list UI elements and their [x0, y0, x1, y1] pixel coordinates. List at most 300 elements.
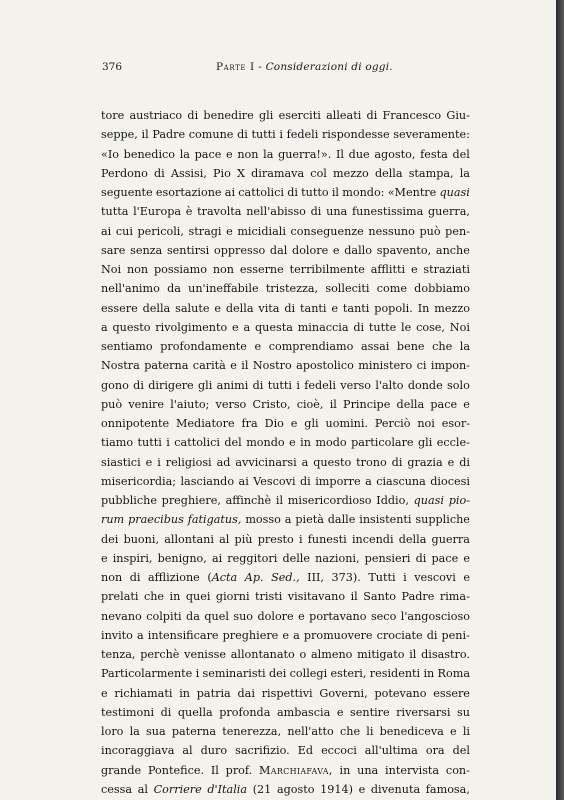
text-line: [101, 202, 470, 221]
word: di: [310, 205, 322, 219]
word: esor-: [441, 417, 470, 430]
word: col: [310, 166, 327, 180]
word: profonda: [219, 705, 271, 719]
text-line: [101, 145, 470, 164]
word: tenerezza,: [222, 725, 282, 738]
word: dirigere: [148, 378, 194, 392]
word: nessuno: [368, 224, 415, 238]
word: popoli.: [374, 301, 413, 315]
word: Principe: [343, 397, 391, 411]
text-line: [101, 222, 470, 241]
word: dalle: [327, 513, 356, 527]
word: Dio: [264, 417, 284, 430]
word: nazioni,: [315, 551, 360, 565]
word: trono: [356, 455, 387, 469]
word: sua: [146, 725, 166, 738]
word: di: [129, 571, 141, 584]
body-text: [101, 106, 470, 799]
text-line: [101, 337, 470, 356]
word: travolta: [197, 205, 242, 219]
text-line: [101, 453, 470, 472]
text-line: [101, 241, 470, 260]
word: animi: [216, 378, 249, 392]
word: di: [415, 551, 427, 565]
word: l'Europa: [133, 205, 182, 219]
word: severamente:: [393, 128, 470, 142]
word: Santo: [363, 590, 397, 604]
word: di: [426, 628, 438, 642]
word: un'ineffabile: [188, 282, 259, 296]
word: di: [459, 455, 470, 469]
word: senza: [130, 243, 163, 257]
word: visitavano: [287, 590, 346, 604]
word: o: [299, 648, 307, 661]
word: e: [463, 571, 470, 584]
word: rispettivi: [261, 686, 313, 700]
word: Particolarmente: [101, 667, 193, 681]
word: della: [396, 397, 425, 411]
word: non: [237, 147, 259, 161]
word: disastro.: [421, 648, 470, 661]
word: esortazione: [155, 186, 222, 199]
word: e: [447, 455, 455, 469]
word: ministero: [358, 359, 413, 373]
word: di: [133, 378, 144, 392]
word: i: [403, 571, 407, 584]
word: apostolico: [296, 359, 354, 373]
word: paterna: [144, 359, 189, 373]
page-number: 376: [102, 61, 123, 73]
word: solo: [447, 378, 470, 392]
word: «Mentre: [387, 186, 437, 199]
text-line: [101, 164, 470, 183]
word: di: [300, 474, 311, 488]
word: rispondesse: [321, 128, 390, 142]
word: Mediatore: [175, 417, 235, 430]
word: pace: [431, 551, 459, 565]
word: come: [376, 282, 407, 296]
text-line: [101, 433, 470, 452]
word: al: [137, 782, 148, 796]
word: quella: [177, 705, 213, 719]
word: riversarsi: [396, 705, 451, 719]
word: d'Italia: [207, 782, 248, 796]
word: funestissima: [351, 205, 424, 219]
word: suo: [233, 609, 254, 623]
word: e: [289, 436, 296, 450]
word: ai: [238, 474, 249, 488]
word: mezzo: [434, 301, 470, 315]
word: loro: [101, 725, 124, 738]
word: rivolgimento: [155, 320, 228, 334]
word: peni-: [441, 628, 470, 642]
word: 1914): [320, 782, 353, 796]
text-line: [101, 703, 470, 722]
word: agosto: [276, 782, 315, 796]
word: delle: [282, 551, 310, 565]
word: Giu-: [446, 109, 470, 122]
word: anche: [435, 243, 470, 257]
word: portavano: [309, 609, 367, 623]
word: carità: [192, 359, 226, 373]
word: pericoli,: [137, 224, 184, 238]
word: tristi: [255, 590, 283, 604]
word: che: [143, 590, 165, 604]
word: funesti: [307, 532, 347, 546]
word: ai: [224, 186, 236, 199]
word: Pio: [213, 166, 231, 180]
page-edge-shadow: [556, 0, 564, 800]
word: straziati: [423, 263, 470, 276]
word: affinchè: [225, 494, 272, 507]
word: più: [234, 532, 253, 546]
word: questa: [254, 320, 293, 334]
text-line: [101, 279, 470, 298]
word: Assisi,: [170, 166, 207, 180]
word: religiosi: [165, 455, 212, 469]
word: mondo:: [342, 186, 385, 199]
word: (21: [252, 782, 272, 796]
word: uomini.: [325, 417, 368, 430]
word: la: [179, 147, 190, 161]
word: il: [350, 590, 358, 604]
word: Pontefice.: [147, 763, 205, 777]
word: tanti: [342, 301, 370, 315]
word: spavento,: [376, 243, 432, 257]
word: ambascia: [276, 705, 331, 719]
word: tutti: [267, 378, 292, 392]
word: li: [462, 725, 470, 738]
chapter-subtitle: Considerazioni di oggi.: [265, 61, 393, 73]
word: eccoci: [321, 744, 357, 758]
word: guerra,: [428, 205, 470, 219]
word: in: [423, 667, 435, 681]
word: almeno: [310, 648, 353, 661]
word: patria: [196, 686, 231, 700]
word: stragi: [188, 224, 222, 238]
word: del: [224, 436, 242, 450]
word: di: [284, 301, 296, 315]
word: e: [450, 725, 457, 738]
word: pen-: [445, 224, 470, 238]
word: noi: [417, 417, 435, 430]
word: Noi: [101, 263, 122, 276]
word: una: [357, 763, 379, 777]
word: Governi,: [319, 686, 368, 700]
text-line: [101, 376, 470, 395]
text-line: [101, 183, 470, 202]
word: esserne: [239, 263, 284, 276]
word: la: [129, 725, 140, 738]
word: di: [160, 705, 172, 719]
word: benedico: [123, 147, 176, 161]
word: ora: [425, 744, 445, 758]
word: e: [336, 705, 344, 719]
word: e: [254, 340, 262, 353]
word: onnipotente: [101, 417, 170, 430]
word: «Io: [101, 147, 119, 161]
word: sentire: [350, 705, 390, 719]
word: assai: [360, 340, 390, 353]
text-line: [101, 587, 470, 606]
word: Corriere: [153, 782, 202, 796]
word: gli: [198, 378, 213, 392]
word: conseguenze: [290, 224, 364, 238]
word: solleciti: [325, 282, 370, 296]
word: essere: [433, 686, 470, 700]
word: rima-: [439, 590, 470, 604]
word: Perciò: [374, 417, 411, 430]
running-head-title: [216, 61, 393, 73]
word: della: [225, 301, 254, 315]
word: è: [185, 205, 193, 219]
word: da: [186, 609, 200, 623]
text-line: [101, 106, 470, 125]
word: gli: [259, 109, 274, 122]
head-separator: -: [254, 61, 266, 73]
word: dei: [101, 532, 119, 546]
word: mondo: [246, 436, 285, 450]
word: buoni,: [123, 532, 160, 546]
word: benediceva: [379, 725, 444, 738]
word: particolare: [351, 436, 414, 450]
word: pietà: [295, 513, 324, 527]
word: tutti: [137, 436, 162, 450]
text-line: [101, 607, 470, 626]
word: da: [167, 282, 181, 296]
word: praecibus: [128, 513, 184, 527]
word: ci: [416, 359, 427, 373]
word: intensificare: [147, 628, 219, 642]
word: sare: [101, 243, 126, 257]
word: questo: [112, 320, 151, 334]
word: modo: [315, 436, 347, 450]
word: e: [358, 782, 366, 796]
word: la: [263, 147, 274, 161]
word: diramava: [251, 166, 305, 180]
word: una: [326, 205, 348, 219]
word: sentiamo: [101, 340, 153, 353]
word: a: [243, 320, 251, 334]
word: III,: [307, 571, 324, 584]
word: collegi: [289, 667, 328, 681]
word: diocesi: [430, 474, 470, 488]
word: tiamo: [101, 436, 134, 450]
text-line: [101, 530, 470, 549]
text-line: [101, 260, 470, 279]
word: l'aiuto;: [170, 397, 210, 411]
text-line: [101, 318, 470, 337]
word: Sed.,: [271, 571, 300, 584]
word: venire: [128, 397, 165, 411]
word: potevano: [374, 686, 427, 700]
word: Nostro: [252, 359, 292, 373]
word: Tutti: [368, 571, 396, 584]
word: il: [275, 494, 284, 507]
word: comune: [188, 128, 234, 142]
word: pubbliche: [101, 494, 157, 507]
word: guerra!».: [278, 147, 332, 161]
word: micidiali: [237, 224, 286, 238]
word: cattolici: [174, 436, 220, 450]
word: imporre: [315, 474, 361, 488]
word: l'angoscioso: [400, 609, 470, 623]
word: a: [301, 455, 309, 469]
word: verso: [340, 378, 372, 392]
word: di: [252, 378, 264, 392]
word: venisse: [184, 648, 226, 661]
word: Ed: [297, 744, 314, 758]
word: fra: [241, 417, 258, 430]
word: di: [237, 128, 248, 142]
word: vescovi: [414, 571, 456, 584]
word: di: [187, 109, 199, 122]
word: i: [298, 532, 303, 546]
word: e: [214, 301, 221, 315]
text-line: [101, 510, 470, 529]
text-line: [101, 780, 470, 799]
word: seguente: [101, 186, 153, 199]
word: a: [137, 628, 144, 642]
word: guerra: [431, 532, 470, 546]
word: Noi: [449, 320, 470, 334]
word: eserciti: [278, 109, 321, 122]
word: benigno,: [157, 551, 207, 565]
word: quel: [204, 609, 229, 623]
word: al: [182, 744, 193, 758]
word: non: [126, 263, 149, 276]
word: pace: [430, 397, 458, 411]
word: Cristo,: [252, 397, 291, 411]
word: i: [296, 378, 300, 392]
word: Nostra: [101, 359, 140, 373]
word: seminaristi: [202, 667, 266, 681]
text-line: [101, 741, 470, 760]
word: la: [459, 166, 470, 180]
word: di: [353, 320, 365, 334]
word: ad: [216, 455, 231, 469]
word: due: [348, 147, 370, 161]
word: il: [241, 359, 249, 373]
word: e: [410, 263, 418, 276]
word: questo: [313, 455, 352, 469]
word: e: [463, 551, 470, 565]
word: che: [339, 725, 361, 738]
word: colpiti: [146, 609, 182, 623]
text-line: [101, 626, 470, 645]
word: allontani: [164, 532, 214, 546]
word: misericordioso: [287, 494, 372, 507]
word: i: [195, 667, 200, 681]
word: e: [463, 397, 470, 411]
word: può: [101, 397, 123, 411]
word: e: [298, 609, 305, 623]
word: sacrifizio.: [235, 744, 290, 758]
word: verso: [215, 397, 247, 411]
word: cioè,: [296, 397, 324, 411]
word: perchè: [140, 648, 180, 661]
text-line: [101, 414, 470, 433]
word: Roma: [437, 667, 470, 681]
word: dallo: [344, 243, 372, 257]
text-line: [101, 645, 470, 664]
word: dobbiamo: [414, 282, 470, 296]
word: pio-: [448, 494, 470, 507]
word: Il: [210, 763, 219, 777]
word: tenza,: [101, 648, 136, 661]
word: intervista: [385, 763, 440, 777]
word: suppliche: [415, 513, 470, 527]
word: vita: [258, 301, 280, 315]
word: invito: [101, 628, 133, 642]
word: di: [287, 186, 298, 199]
text-line: [101, 299, 470, 318]
word: seco: [370, 609, 397, 623]
word: mosso: [245, 513, 281, 527]
word: inspiri,: [112, 551, 153, 565]
word: che: [432, 340, 453, 353]
word: il: [329, 397, 337, 411]
word: gono: [101, 378, 129, 392]
word: e: [226, 224, 233, 238]
word: quei: [185, 590, 211, 604]
word: Francesco: [382, 109, 442, 122]
word: afflizione: [147, 571, 200, 584]
word: dai: [237, 686, 255, 700]
word: fedeli: [304, 378, 336, 392]
word: donde: [407, 378, 443, 392]
word: reggitori: [227, 551, 278, 565]
word: (Acta: [207, 571, 238, 584]
word: all'ultima: [364, 744, 418, 758]
word: nell'atto: [287, 725, 334, 738]
word: tore: [101, 109, 125, 122]
word: Vescovi: [253, 474, 296, 488]
word: del: [452, 744, 470, 758]
word: il: [141, 128, 149, 142]
word: di: [153, 166, 165, 180]
word: e: [101, 551, 108, 565]
text-line: [101, 568, 470, 587]
word: e: [331, 301, 339, 315]
word: 373).: [331, 571, 361, 584]
word: gli: [417, 436, 433, 450]
word: richiamati: [114, 686, 173, 700]
word: Padre: [401, 590, 435, 604]
word: non: [101, 571, 123, 584]
word: il: [331, 186, 339, 199]
word: e: [332, 243, 340, 257]
text-line: [101, 761, 470, 780]
word: siastici: [101, 455, 141, 469]
text-line: [101, 684, 470, 703]
word: salute: [175, 301, 210, 315]
text-line: [101, 472, 470, 491]
word: gli: [304, 417, 319, 430]
word: esteri,: [330, 667, 367, 681]
word: Perdono: [101, 166, 148, 180]
word: prelati: [101, 590, 139, 604]
word: su: [456, 705, 470, 719]
word: pace: [194, 147, 222, 161]
word: impon-: [430, 359, 470, 373]
word: dolore: [257, 609, 294, 623]
word: e: [230, 359, 237, 373]
text-line: [101, 125, 470, 144]
word: preghiere: [222, 628, 279, 642]
word: la: [459, 340, 470, 353]
word: del: [452, 147, 470, 161]
